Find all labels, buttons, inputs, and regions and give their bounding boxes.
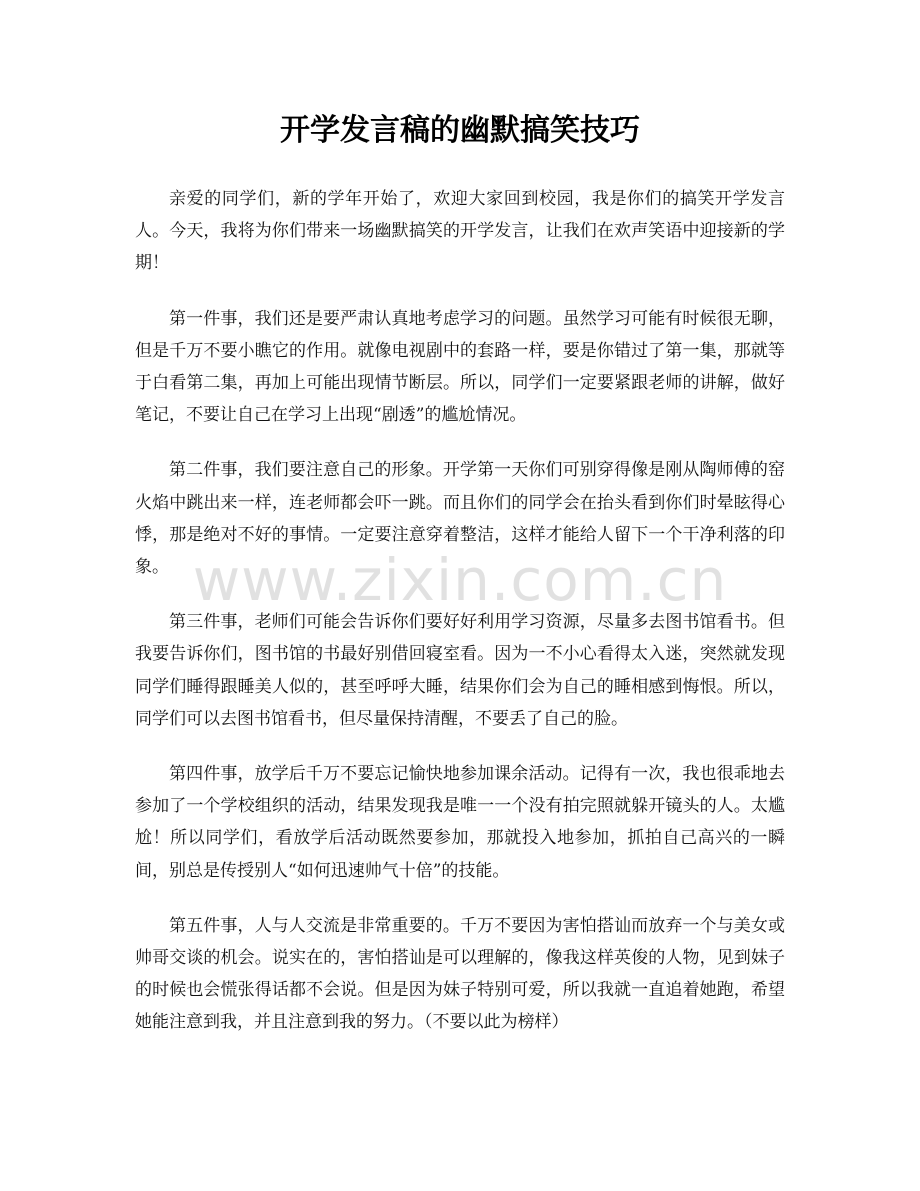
document-body [135,183,785,1062]
watermark: www.zixin.com.cn [192,546,728,614]
document-title: 开学发言稿的幽默搞笑技巧 [280,113,640,148]
paragraph-3: 第二件事，我们要注意自己的形象。开学第一天你们可别穿得像是刚从陶师傅的窑火焰中跳出来一样，连老师都会吓一跳。而且你们的同学会在抬头看到你们时晕眩得心悸，那是绝对不好的事情。一定要注意穿着整洁，这样才能给人留下一个干净利落的印象。 [135,460,785,578]
paragraph-5: 第四件事，放学后千万不要忘记愉快地参加课余活动。记得有一次，我也很乖地去参加了一个学校组织的活动，结果发现我是唯一一个没有拍完照就躲开镜头的人。太尴尬！所以同学们，看放学后活动既然要参加，那就投入地参加，抓拍自己高兴的一瞬间，别总是传授别人“如何迅速帅气十倍”的技能。 [135,764,785,881]
paragraph-4: 第三件事，老师们可能会告诉你们要好好利用学习资源，尽量多去图书馆看书。但我要告诉你们，图书馆的书最好别借回寝室看。因为一不小心看得太入迷，突然就发现同学们睡得跟睡美人似的，甚至呼呼大睡，结果你们会为自己的睡相感到悔恨。所以，同学们可以去图书馆看书，但尽量保持清醒，不要丢了自己的脸。 [135,612,785,729]
paragraph-1: 亲爱的同学们，新的学年开始了，欢迎大家回到校园，我是你们的搞笑开学发言人。今天，我将为你们带来一场幽默搞笑的开学发言，让我们在欢声笑语中迎接新的学期！ [135,189,785,274]
paragraph-6: 第五件事，人与人交流是非常重要的。千万不要因为害怕搭讪而放弃一个与美女或帅哥交谈的机会。说实在的，害怕搭讪是可以理解的，像我这样英俊的人物，见到妹子的时候也会慌张得话都不会说。但是因为妹子特别可爱，所以我就一直追着她跑，希望她能注意到我，并且注意到我的努力。（不要以此为榜样） [135,915,785,1033]
paragraph-2: 第一件事，我们还是要严肃认真地考虑学习的问题。虽然学习可能有时候很无聊，但是千万不要小瞧它的作用。就像电视剧中的套路一样，要是你错过了第一集，那就等于白看第二集，再加上可能出现情节断层。所以，同学们一定要紧跟老师的讲解，做好笔记，不要让自己在学习上出现“剧透”的尴尬情况。 [135,308,785,426]
